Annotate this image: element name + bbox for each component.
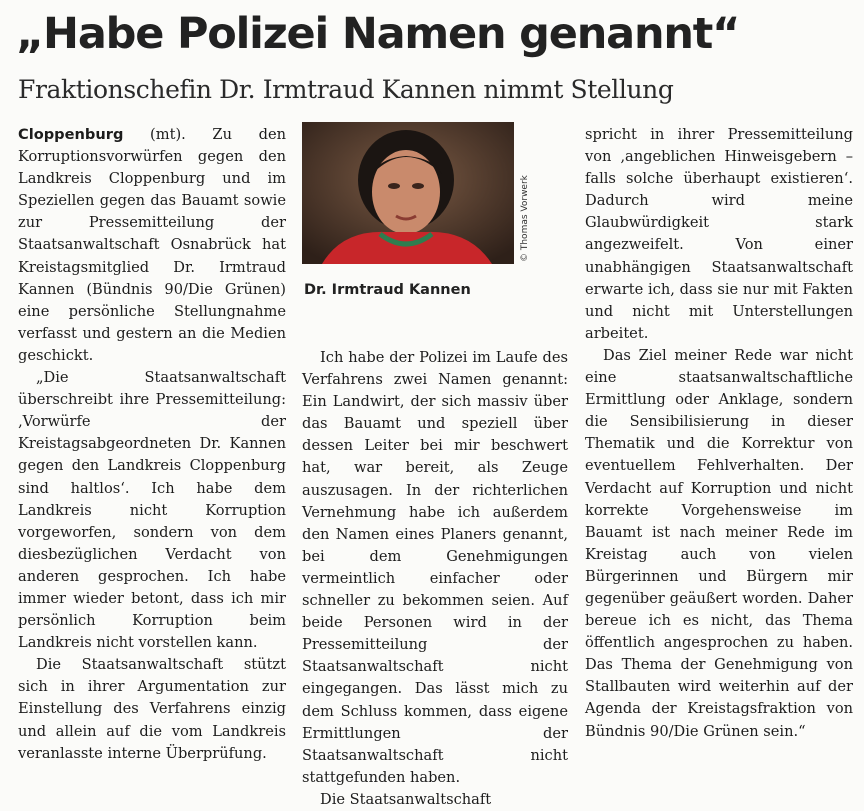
paragraph xyxy=(18,124,286,367)
paragraph: „Die Staatsanwaltschaft überschreibt ihre Pressemitteilung: ‚Vorwürfe der Kreistagsabgeordneten Dr. Kannen gegen den Landkreis Cloppenburg sind haltlos‘. Ich habe dem Landkreis nicht Korruption vorgeworfen, sondern von dem diesbezüglichen Verdacht von anderen gesprochen. Ich habe immer wieder betont, dass ich mir persönlich Korruption beim Landkreis nicht vorstellen kann. xyxy=(18,369,286,652)
dateline: Cloppenburg xyxy=(18,126,124,143)
article-subheadline: Fraktionschefin Dr. Irmtraud Kannen nimmt Stellung xyxy=(18,75,674,104)
paragraph: Ich habe der Polizei im Laufe des Verfahrens zwei Namen genannt: Ein Landwirt, der sich massiv über das Bauamt und speziell über dessen Leiter bei mir beschwert hat, war bereit, als Zeuge auszusagen. In der richterlichen Vernehmung habe ich außerdem den Namen eines Planers genannt, bei dem Genehmigungen vermeintlich einfacher oder schneller zu bekommen seien. Auf beide Personen wird in der Pressemitteilung der Staatsanwaltschaft nicht eingegangen. Das lässt mich zu dem Schluss kommen, dass eigene Ermittlungen der Staatsanwaltschaft nicht stattgefunden haben. xyxy=(302,349,568,786)
paragraph: spricht in ihrer Pressemitteilung von ‚angeblichen Hinweisgebern – falls solche überhaupt existieren‘. Dadurch wird meine Glaubwürdigkeit stark angezweifelt. Von einer unabhängigen Staatsanwaltschaft erwarte ich, dass sie nur mit Fakten und nicht mit Unterstellungen arbeitet. xyxy=(585,126,853,342)
portrait-image xyxy=(302,122,514,264)
article-column-3 xyxy=(585,124,853,743)
paragraph: Die Staatsanwaltschaft xyxy=(320,790,492,808)
portrait-photo xyxy=(302,122,514,264)
article-headline: „Habe Polizei Namen genannt“ xyxy=(16,9,740,59)
paragraph-text: (mt). Zu den Korruptionsvorwürfen gegen den Landkreis Cloppenburg und im Speziellen gegen das Bauamt sowie zur Pressemitteilung der Staatsanwaltschaft Osnabrück hat Kreistagsmitglied Dr. Irmtraud Kannen (Bündnis 90/Die Grünen) eine persönliche Stellungnahme verfasst und gestern an die Medien geschickt. xyxy=(18,126,286,364)
paragraph: Die Staatsanwaltschaft stützt sich in ihrer Argumentation zur Einstellung des Verfahrens einzig und allein auf die vom Landkreis veranlasste interne Überprüfung. xyxy=(18,656,286,762)
photo-credit: © Thomas Vorwerk xyxy=(520,175,530,262)
photo-caption: Dr. Irmtraud Kannen xyxy=(304,282,471,298)
article-column-1 xyxy=(18,124,286,765)
paragraph: Das Ziel meiner Rede war nicht eine staatsanwaltschaftliche Ermittlung oder Anklage, sondern die Sensibilisierung in dieser Thematik und die Korrektur von eventuellem Fehlverhalten. Der Verdacht auf Korruption und nicht korrekte Vorgehensweise im Bauamt ist nach meiner Rede im Kreistag auch von vielen Bürgerinnen und Bürgern mir gegenüber geäußert worden. Daher bereue ich es nicht, das Thema öffentlich angesprochen zu haben. Das Thema der Genehmigung von Stallbauten wird weiterhin auf der Agenda der Kreistagsfraktion von Bündnis 90/Die Grünen sein.“ xyxy=(585,346,853,740)
article-column-2 xyxy=(302,347,568,811)
